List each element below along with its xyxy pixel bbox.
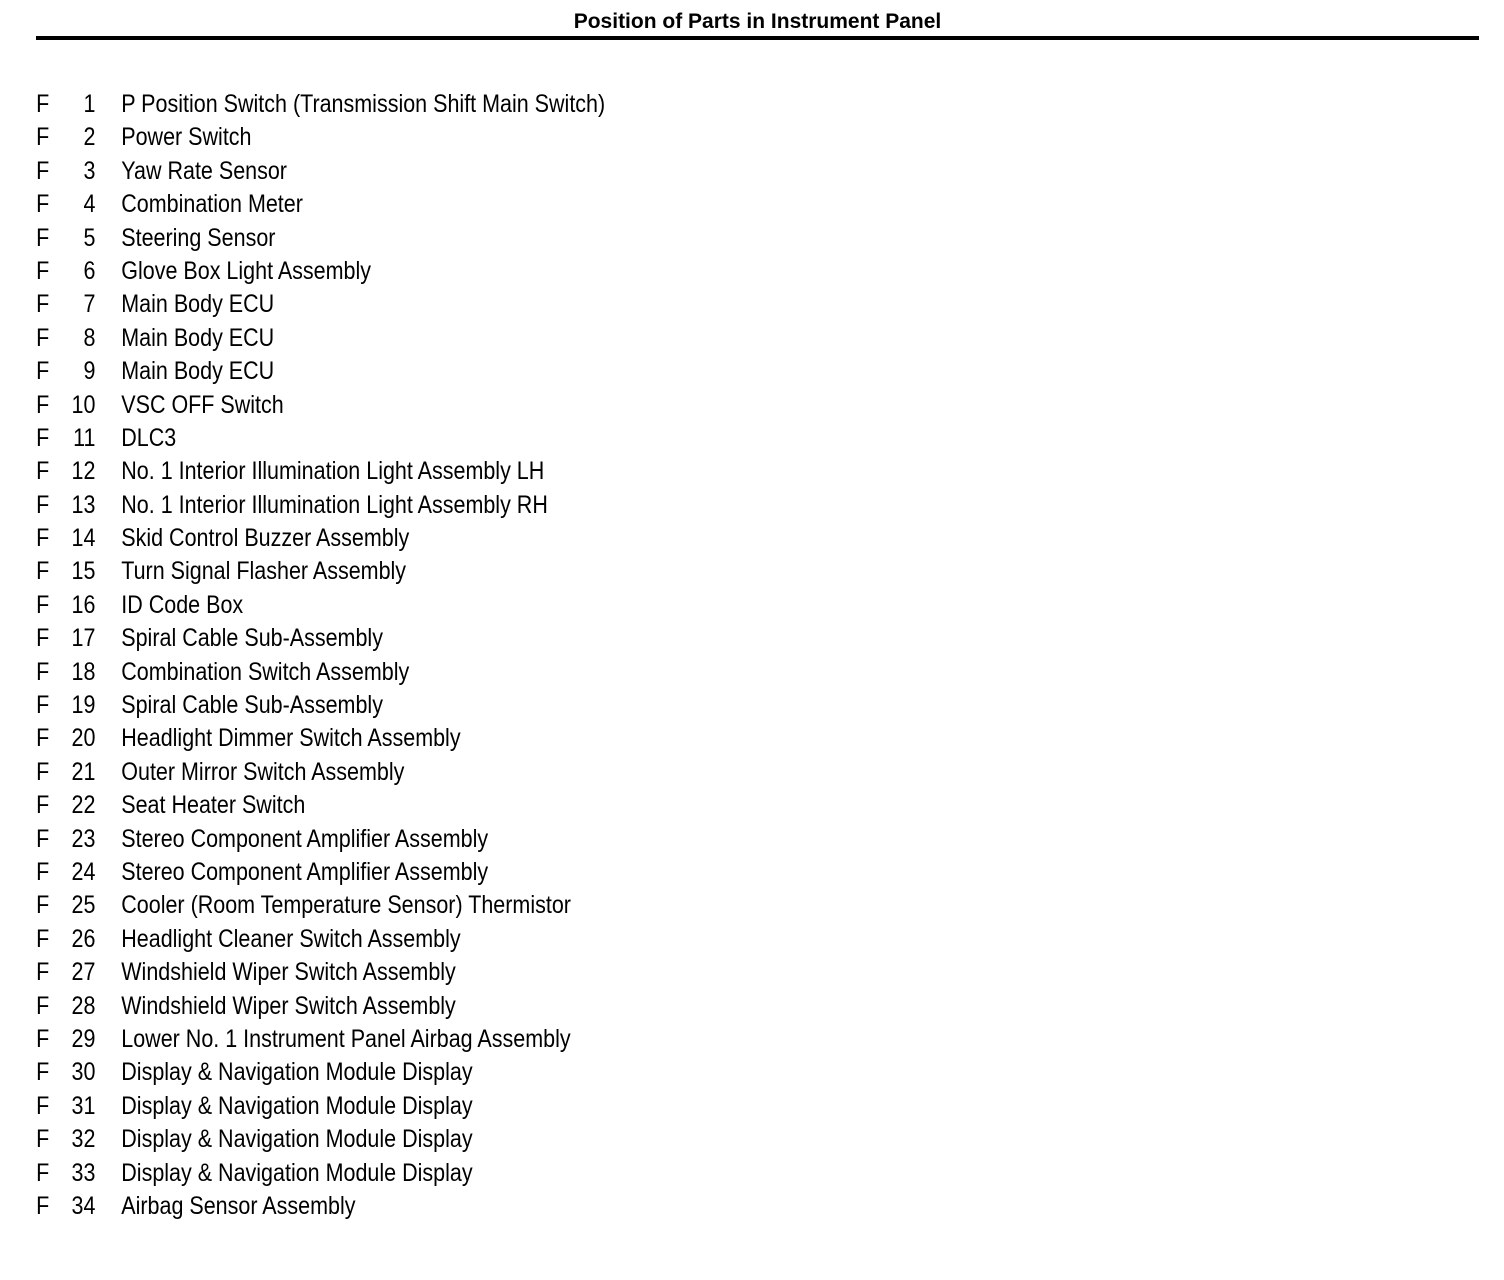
part-row <box>0 1190 1293 1223</box>
part-number: 3 <box>83 156 96 185</box>
part-name: Glove Box Light Assembly <box>121 256 372 285</box>
part-number: 17 <box>71 624 96 653</box>
part-row <box>0 555 1293 588</box>
part-code: F <box>36 1125 50 1154</box>
part-name: DLC3 <box>121 423 177 452</box>
part-name: Turn Signal Flasher Assembly <box>121 557 407 586</box>
part-number: 21 <box>71 757 96 786</box>
part-name: Display & Navigation Module Display <box>121 1091 473 1120</box>
part-code: F <box>36 857 50 886</box>
part-name: Stereo Component Amplifier Assembly <box>121 824 489 853</box>
part-row <box>0 622 1293 655</box>
part-name: Spiral Cable Sub-Assembly <box>121 691 383 720</box>
part-number: 22 <box>71 791 96 820</box>
part-row <box>0 355 1293 388</box>
part-number: 1 <box>83 90 96 118</box>
part-number: 24 <box>71 857 96 886</box>
part-row <box>0 1023 1293 1056</box>
part-row <box>0 255 1293 288</box>
part-code: F <box>36 624 50 653</box>
part-number: 31 <box>71 1091 96 1120</box>
part-name: Windshield Wiper Switch Assembly <box>121 958 456 987</box>
part-code: F <box>36 524 50 553</box>
part-number: 16 <box>71 590 96 619</box>
part-row <box>0 322 1293 355</box>
part-code: F <box>36 590 50 619</box>
part-row <box>0 1090 1293 1123</box>
part-name: No. 1 Interior Illumination Light Assembly LH <box>121 457 545 486</box>
part-number: 5 <box>83 223 96 252</box>
part-number: 14 <box>71 524 96 553</box>
part-row <box>0 589 1293 622</box>
part-number: 13 <box>71 490 96 519</box>
part-number: 15 <box>71 557 96 586</box>
part-name: Headlight Dimmer Switch Assembly <box>121 724 461 753</box>
part-number: 6 <box>83 256 96 285</box>
part-number: 2 <box>83 123 96 152</box>
part-number: 34 <box>71 1191 96 1220</box>
part-name: Main Body ECU <box>121 323 275 352</box>
part-code: F <box>36 190 50 219</box>
part-row <box>0 656 1293 689</box>
page-title: Position of Parts in Instrument Panel <box>573 10 942 33</box>
part-code: F <box>36 824 50 853</box>
part-number: 33 <box>71 1158 96 1187</box>
part-code: F <box>36 791 50 820</box>
part-row <box>0 288 1293 321</box>
part-name: Headlight Cleaner Switch Assembly <box>121 924 461 953</box>
part-row <box>0 856 1293 889</box>
part-code: F <box>36 90 50 118</box>
part-row <box>0 722 1293 755</box>
part-name: Display & Navigation Module Display <box>121 1158 473 1187</box>
part-row <box>0 88 1293 121</box>
part-name: Main Body ECU <box>121 290 275 319</box>
part-code: F <box>36 390 50 419</box>
part-row <box>0 689 1293 722</box>
part-row <box>0 188 1293 221</box>
part-number: 8 <box>83 323 96 352</box>
part-row <box>0 422 1293 455</box>
part-name: VSC OFF Switch <box>121 390 284 419</box>
part-name: Combination Meter <box>121 190 303 219</box>
part-number: 32 <box>71 1125 96 1154</box>
part-code: F <box>36 991 50 1020</box>
part-number: 27 <box>71 958 96 987</box>
part-row <box>0 889 1293 922</box>
part-row <box>0 1157 1293 1190</box>
part-code: F <box>36 323 50 352</box>
part-code: F <box>36 1191 50 1220</box>
part-code: F <box>36 691 50 720</box>
part-name: No. 1 Interior Illumination Light Assembly RH <box>121 490 548 519</box>
part-number: 4 <box>83 190 96 219</box>
part-name: P Position Switch (Transmission Shift Main Switch) <box>121 90 606 118</box>
part-code: F <box>36 457 50 486</box>
part-number: 25 <box>71 891 96 920</box>
part-name: Windshield Wiper Switch Assembly <box>121 991 456 1020</box>
part-code: F <box>36 256 50 285</box>
part-code: F <box>36 1091 50 1120</box>
part-code: F <box>36 123 50 152</box>
part-row <box>0 789 1293 822</box>
part-row <box>0 155 1293 188</box>
part-code: F <box>36 223 50 252</box>
part-row <box>0 1056 1293 1089</box>
part-code: F <box>36 724 50 753</box>
part-code: F <box>36 657 50 686</box>
part-name: Display & Navigation Module Display <box>121 1125 473 1154</box>
title-divider <box>36 36 1479 40</box>
part-code: F <box>36 757 50 786</box>
part-code: F <box>36 891 50 920</box>
part-row <box>0 455 1293 488</box>
part-code: F <box>36 423 50 452</box>
part-number: 18 <box>71 657 96 686</box>
part-name: Stereo Component Amplifier Assembly <box>121 857 489 886</box>
part-name: Cooler (Room Temperature Sensor) Thermistor <box>121 891 571 920</box>
parts-list <box>0 88 1504 1223</box>
part-number: 26 <box>71 924 96 953</box>
part-number: 30 <box>71 1058 96 1087</box>
part-name: Main Body ECU <box>121 357 275 386</box>
part-code: F <box>36 490 50 519</box>
part-name: Seat Heater Switch <box>121 791 306 820</box>
part-row <box>0 823 1293 856</box>
part-row <box>0 990 1293 1023</box>
part-name: Spiral Cable Sub-Assembly <box>121 624 383 653</box>
part-row <box>0 489 1293 522</box>
part-row <box>0 522 1293 555</box>
part-name: Outer Mirror Switch Assembly <box>121 757 405 786</box>
part-code: F <box>36 958 50 987</box>
part-code: F <box>36 156 50 185</box>
part-number: 23 <box>71 824 96 853</box>
part-number: 20 <box>71 724 96 753</box>
part-number: 7 <box>83 290 96 319</box>
part-number: 10 <box>71 390 96 419</box>
part-name: Combination Switch Assembly <box>121 657 410 686</box>
part-code: F <box>36 557 50 586</box>
part-code: F <box>36 357 50 386</box>
part-number: 9 <box>83 357 96 386</box>
part-row <box>0 121 1293 154</box>
part-number: 28 <box>71 991 96 1020</box>
part-name: Yaw Rate Sensor <box>121 156 287 185</box>
part-row <box>0 1123 1293 1156</box>
part-number: 19 <box>71 691 96 720</box>
part-code: F <box>36 924 50 953</box>
part-row <box>0 756 1293 789</box>
part-row <box>0 923 1293 956</box>
part-name: Power Switch <box>121 123 252 152</box>
part-name: Display & Navigation Module Display <box>121 1058 473 1087</box>
part-name: Steering Sensor <box>121 223 276 252</box>
part-number: 29 <box>71 1024 96 1053</box>
part-code: F <box>36 1058 50 1087</box>
part-row <box>0 956 1293 989</box>
part-row <box>0 222 1293 255</box>
part-code: F <box>36 1024 50 1053</box>
part-name: ID Code Box <box>121 590 244 619</box>
part-name: Airbag Sensor Assembly <box>121 1191 356 1220</box>
part-name: Skid Control Buzzer Assembly <box>121 524 410 553</box>
part-code: F <box>36 1158 50 1187</box>
part-code: F <box>36 290 50 319</box>
part-number: 11 <box>73 423 96 452</box>
part-number: 12 <box>71 457 96 486</box>
part-row <box>0 389 1293 422</box>
part-name: Lower No. 1 Instrument Panel Airbag Assembly <box>121 1024 571 1053</box>
